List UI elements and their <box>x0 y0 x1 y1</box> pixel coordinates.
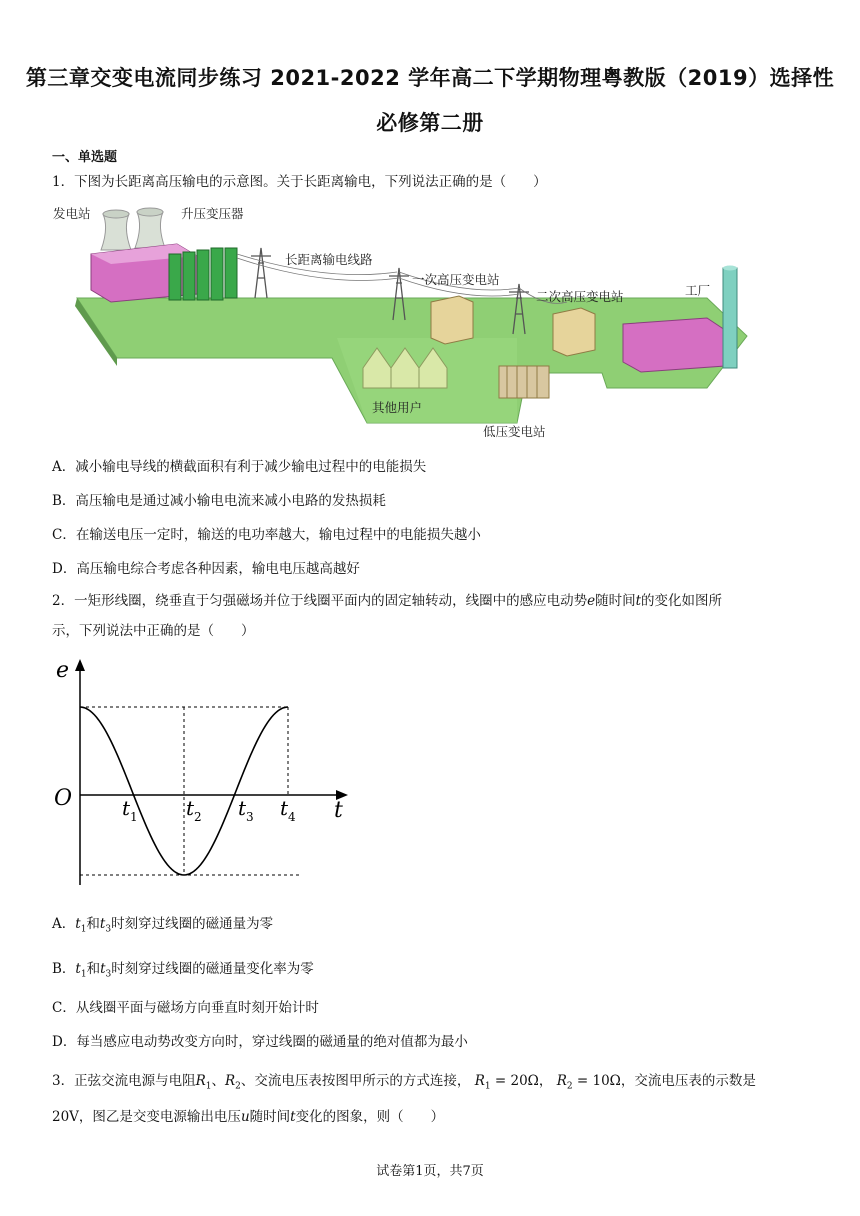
question-1-stem: 1．下图为长距离高压输电的示意图。关于长距离输电，下列说法正确的是（ ） <box>52 174 547 190</box>
label-primary-substation: 一次高压变电站 <box>412 272 500 287</box>
q1-option-c: C．在输送电压一定时，输送的电功率越大，输电过程中的电能损失越小 <box>52 527 481 543</box>
y-axis-label: e <box>56 658 70 683</box>
emf-time-graph <box>50 655 360 895</box>
y-axis-arrow <box>75 659 85 671</box>
tick-label-t3: $t_3$ <box>238 796 254 824</box>
tick-label-t2: $t_2$ <box>186 796 202 824</box>
q1-option-d: D．高压输电综合考虑各种因素，输电电压越高越好 <box>52 561 360 577</box>
section-heading: 一、单选题 <box>52 150 118 165</box>
label-power-plant: 发电站 <box>53 206 91 221</box>
label-secondary-substation: 二次高压变电站 <box>536 289 624 304</box>
question-3-stem: 3．正弦交流电源与电阻$R_1$、$R_2$、交流电压表按图甲所示的方式连接， $R_1 = 20\Omega$， $R_2 = 10\Omega$，交流电压表的示数是 <box>52 1073 756 1092</box>
q2-option-c: C．从线圈平面与磁场方向垂直时刻开始计时 <box>52 1000 319 1016</box>
q1-option-b: B．高压输电是通过减小输电电流来减小电路的发热损耗 <box>52 493 386 509</box>
tick-label-t4: $t_4$ <box>280 796 296 824</box>
question-2-stem: 2．一矩形线圈，绕垂直于匀强磁场并位于线圈平面内的固定轴转动，线圈中的感应电动势e随时间t的变化如图所 <box>52 593 723 609</box>
q2-option-b: B．$t_1$和$t_3$时刻穿过线圈的磁通量变化率为零 <box>52 961 314 980</box>
label-transmission-line: 长距离输电线路 <box>285 252 373 267</box>
q2-option-a: A．$t_1$和$t_3$时刻穿过线圈的磁通量为零 <box>52 916 274 935</box>
q2-option-d: D．每当感应电动势改变方向时，穿过线圈的磁通量的绝对值都为最小 <box>52 1034 468 1050</box>
page-title: 第三章交变电流同步练习 2021-2022 学年高二下学期物理粤教版（2019）选择性 <box>25 66 835 90</box>
page-footer: 试卷第1页，共7页 <box>376 1164 484 1179</box>
label-step-up-transformer: 升压变压器 <box>181 206 244 221</box>
label-factory: 工厂 <box>685 283 711 298</box>
page-title-line2: 必修第二册 <box>376 111 484 135</box>
x-axis-label: t <box>334 798 343 823</box>
origin-label: O <box>54 786 73 811</box>
power-transmission-figure <box>47 198 763 442</box>
tick-label-t1: $t_1$ <box>122 796 138 824</box>
label-other-users: 其他用户 <box>372 400 423 415</box>
question-2-stem-line2: 示，下列说法中正确的是（ ） <box>52 623 255 639</box>
q1-option-a: A．减小输电导线的横截面积有利于减少输电过程中的电能损失 <box>52 459 427 475</box>
question-3-stem-line2: 20V，图乙是交变电源输出电压u随时间t变化的图象，则（ ） <box>52 1109 445 1125</box>
label-low-voltage-station: 低压变电站 <box>483 424 546 439</box>
